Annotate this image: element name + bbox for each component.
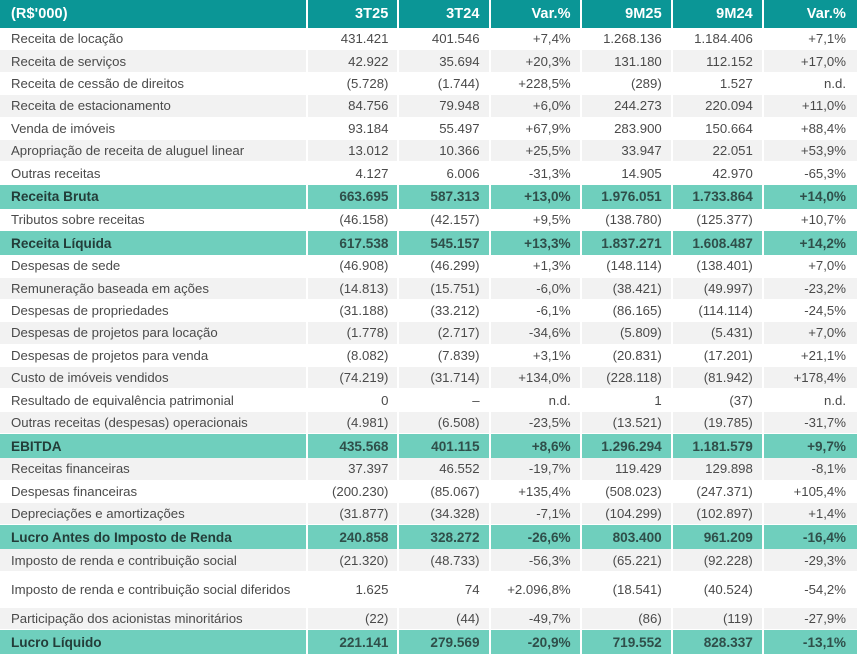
row-value: (18.541) bbox=[582, 572, 673, 608]
table-row-subtotal bbox=[0, 185, 857, 209]
row-value: – bbox=[399, 389, 490, 411]
row-value: (40.524) bbox=[673, 572, 764, 608]
row-value: (2.717) bbox=[399, 322, 490, 344]
column-header-var-ytd: Var.% bbox=[764, 0, 857, 28]
table-row-subtotal bbox=[0, 434, 857, 458]
row-label: Receita de cessão de direitos bbox=[0, 73, 308, 95]
row-value: +228,5% bbox=[491, 73, 582, 95]
row-value: (74.219) bbox=[308, 367, 399, 389]
row-value: (200.230) bbox=[308, 481, 399, 503]
row-label: Tributos sobre receitas bbox=[0, 209, 308, 231]
row-value: 55.497 bbox=[399, 118, 490, 140]
row-value: 10.366 bbox=[399, 140, 490, 162]
row-value: (138.401) bbox=[673, 255, 764, 277]
row-value: (17.201) bbox=[673, 345, 764, 367]
row-value: (81.942) bbox=[673, 367, 764, 389]
row-label: Participação dos acionistas minoritários bbox=[0, 608, 308, 630]
row-value: 22.051 bbox=[673, 140, 764, 162]
row-value: +7,0% bbox=[764, 255, 857, 277]
row-label: Receita de estacionamento bbox=[0, 95, 308, 117]
row-value: (1.744) bbox=[399, 73, 490, 95]
row-value: -49,7% bbox=[491, 608, 582, 630]
row-label: Despesas financeiras bbox=[0, 481, 308, 503]
row-label: Depreciações e amortizações bbox=[0, 503, 308, 525]
row-value: (6.508) bbox=[399, 412, 490, 434]
row-value: n.d. bbox=[491, 389, 582, 411]
row-value: n.d. bbox=[764, 73, 857, 95]
row-value: (289) bbox=[582, 73, 673, 95]
row-value: 1.625 bbox=[308, 572, 399, 608]
row-value: -34,6% bbox=[491, 322, 582, 344]
row-value: 617.538 bbox=[308, 231, 399, 255]
row-value: +9,5% bbox=[491, 209, 582, 231]
table-row bbox=[0, 549, 857, 571]
row-value: +178,4% bbox=[764, 367, 857, 389]
row-value: +17,0% bbox=[764, 50, 857, 72]
table-row bbox=[0, 458, 857, 480]
row-value: +67,9% bbox=[491, 118, 582, 140]
row-value: +14,0% bbox=[764, 185, 857, 209]
row-value: (86) bbox=[582, 608, 673, 630]
row-label: Apropriação de receita de aluguel linear bbox=[0, 140, 308, 162]
row-value: (104.299) bbox=[582, 503, 673, 525]
row-value: 112.152 bbox=[673, 50, 764, 72]
row-value: (37) bbox=[673, 389, 764, 411]
row-value: 1.181.579 bbox=[673, 434, 764, 458]
row-value: 401.115 bbox=[399, 434, 490, 458]
row-value: 240.858 bbox=[308, 525, 399, 549]
row-value: +53,9% bbox=[764, 140, 857, 162]
row-value: +134,0% bbox=[491, 367, 582, 389]
row-value: 663.695 bbox=[308, 185, 399, 209]
row-value: -56,3% bbox=[491, 549, 582, 571]
row-value: n.d. bbox=[764, 389, 857, 411]
row-label: Lucro Líquido bbox=[0, 630, 308, 654]
row-value: (46.299) bbox=[399, 255, 490, 277]
table-row bbox=[0, 50, 857, 72]
table-row bbox=[0, 481, 857, 503]
row-value: (5.431) bbox=[673, 322, 764, 344]
row-value: 13.012 bbox=[308, 140, 399, 162]
row-value: 719.552 bbox=[582, 630, 673, 654]
table-body bbox=[0, 28, 857, 654]
row-value: -24,5% bbox=[764, 300, 857, 322]
row-value: -13,1% bbox=[764, 630, 857, 654]
row-value: 33.947 bbox=[582, 140, 673, 162]
row-value: (31.714) bbox=[399, 367, 490, 389]
row-value: +3,1% bbox=[491, 345, 582, 367]
row-value: +25,5% bbox=[491, 140, 582, 162]
row-value: 220.094 bbox=[673, 95, 764, 117]
table-row bbox=[0, 572, 857, 608]
column-header-9m25: 9M25 bbox=[582, 0, 673, 28]
row-value: (5.728) bbox=[308, 73, 399, 95]
column-header-unit: (R$'000) bbox=[0, 0, 308, 28]
table-row-subtotal bbox=[0, 231, 857, 255]
row-value: (102.897) bbox=[673, 503, 764, 525]
row-value: 6.006 bbox=[399, 162, 490, 184]
row-value: 131.180 bbox=[582, 50, 673, 72]
table-row bbox=[0, 118, 857, 140]
row-value: 46.552 bbox=[399, 458, 490, 480]
row-value: -31,3% bbox=[491, 162, 582, 184]
table-row bbox=[0, 322, 857, 344]
row-value: 119.429 bbox=[582, 458, 673, 480]
row-value: +7,1% bbox=[764, 28, 857, 50]
row-value: +2.096,8% bbox=[491, 572, 582, 608]
row-value: (19.785) bbox=[673, 412, 764, 434]
row-value: (138.780) bbox=[582, 209, 673, 231]
row-value: -54,2% bbox=[764, 572, 857, 608]
table-row bbox=[0, 300, 857, 322]
row-value: (4.981) bbox=[308, 412, 399, 434]
row-label: Imposto de renda e contribuição social bbox=[0, 549, 308, 571]
row-value: +9,7% bbox=[764, 434, 857, 458]
row-value: 1 bbox=[582, 389, 673, 411]
row-value: 587.313 bbox=[399, 185, 490, 209]
row-value: (46.158) bbox=[308, 209, 399, 231]
row-value: (148.114) bbox=[582, 255, 673, 277]
row-label: Despesas de sede bbox=[0, 255, 308, 277]
table-row bbox=[0, 95, 857, 117]
row-value: (228.118) bbox=[582, 367, 673, 389]
row-label: Outras receitas (despesas) operacionais bbox=[0, 412, 308, 434]
row-value: (31.188) bbox=[308, 300, 399, 322]
row-value: (508.023) bbox=[582, 481, 673, 503]
row-value: (31.877) bbox=[308, 503, 399, 525]
row-value: 0 bbox=[308, 389, 399, 411]
row-value: (125.377) bbox=[673, 209, 764, 231]
row-value: 84.756 bbox=[308, 95, 399, 117]
row-value: (15.751) bbox=[399, 278, 490, 300]
row-value: -20,9% bbox=[491, 630, 582, 654]
row-value: 14.905 bbox=[582, 162, 673, 184]
row-value: (38.421) bbox=[582, 278, 673, 300]
row-value: 283.900 bbox=[582, 118, 673, 140]
row-value: 74 bbox=[399, 572, 490, 608]
row-value: (92.228) bbox=[673, 549, 764, 571]
row-value: 431.421 bbox=[308, 28, 399, 50]
row-value: (85.067) bbox=[399, 481, 490, 503]
row-value: +10,7% bbox=[764, 209, 857, 231]
row-label: Lucro Antes do Imposto de Renda bbox=[0, 525, 308, 549]
row-value: 35.694 bbox=[399, 50, 490, 72]
table-header bbox=[0, 0, 857, 28]
row-value: -29,3% bbox=[764, 549, 857, 571]
row-value: 221.141 bbox=[308, 630, 399, 654]
table-row bbox=[0, 345, 857, 367]
row-value: -6,1% bbox=[491, 300, 582, 322]
row-value: +105,4% bbox=[764, 481, 857, 503]
row-label: Receita de serviços bbox=[0, 50, 308, 72]
table-row bbox=[0, 255, 857, 277]
column-header-9m24: 9M24 bbox=[673, 0, 764, 28]
row-value: +21,1% bbox=[764, 345, 857, 367]
row-value: (14.813) bbox=[308, 278, 399, 300]
row-value: -26,6% bbox=[491, 525, 582, 549]
row-value: 961.209 bbox=[673, 525, 764, 549]
row-value: -31,7% bbox=[764, 412, 857, 434]
row-value: 150.664 bbox=[673, 118, 764, 140]
row-value: +13,0% bbox=[491, 185, 582, 209]
row-value: +20,3% bbox=[491, 50, 582, 72]
row-label: Imposto de renda e contribuição social diferidos bbox=[0, 572, 308, 608]
row-value: (5.809) bbox=[582, 322, 673, 344]
row-value: (65.221) bbox=[582, 549, 673, 571]
row-label: Receita Bruta bbox=[0, 185, 308, 209]
row-value: +6,0% bbox=[491, 95, 582, 117]
row-value: 4.127 bbox=[308, 162, 399, 184]
row-value: (13.521) bbox=[582, 412, 673, 434]
table-row bbox=[0, 73, 857, 95]
row-value: +1,4% bbox=[764, 503, 857, 525]
row-value: +11,0% bbox=[764, 95, 857, 117]
row-value: (114.114) bbox=[673, 300, 764, 322]
row-value: (46.908) bbox=[308, 255, 399, 277]
row-value: 401.546 bbox=[399, 28, 490, 50]
table-row-subtotal bbox=[0, 525, 857, 549]
row-value: -65,3% bbox=[764, 162, 857, 184]
row-value: 79.948 bbox=[399, 95, 490, 117]
row-value: -23,2% bbox=[764, 278, 857, 300]
row-value: (8.082) bbox=[308, 345, 399, 367]
row-value: (86.165) bbox=[582, 300, 673, 322]
row-value: 42.970 bbox=[673, 162, 764, 184]
row-value: 1.733.864 bbox=[673, 185, 764, 209]
row-label: Resultado de equivalência patrimonial bbox=[0, 389, 308, 411]
row-label: Receitas financeiras bbox=[0, 458, 308, 480]
row-value: 328.272 bbox=[399, 525, 490, 549]
row-value: -16,4% bbox=[764, 525, 857, 549]
row-value: -23,5% bbox=[491, 412, 582, 434]
row-value: (1.778) bbox=[308, 322, 399, 344]
row-value: 129.898 bbox=[673, 458, 764, 480]
table-row bbox=[0, 367, 857, 389]
row-value: -6,0% bbox=[491, 278, 582, 300]
row-value: (119) bbox=[673, 608, 764, 630]
row-value: (42.157) bbox=[399, 209, 490, 231]
column-header-3t24: 3T24 bbox=[399, 0, 490, 28]
row-value: (44) bbox=[399, 608, 490, 630]
row-value: (33.212) bbox=[399, 300, 490, 322]
row-value: 244.273 bbox=[582, 95, 673, 117]
row-value: (48.733) bbox=[399, 549, 490, 571]
column-header-var-quarter: Var.% bbox=[491, 0, 582, 28]
row-label: Despesas de projetos para locação bbox=[0, 322, 308, 344]
table-row bbox=[0, 412, 857, 434]
row-label: Receita Líquida bbox=[0, 231, 308, 255]
row-value: +14,2% bbox=[764, 231, 857, 255]
table-row-subtotal bbox=[0, 630, 857, 654]
row-value: 1.184.406 bbox=[673, 28, 764, 50]
row-label: Despesas de propriedades bbox=[0, 300, 308, 322]
row-value: (247.371) bbox=[673, 481, 764, 503]
row-value: +135,4% bbox=[491, 481, 582, 503]
row-value: 1.608.487 bbox=[673, 231, 764, 255]
row-label: Outras receitas bbox=[0, 162, 308, 184]
row-value: (7.839) bbox=[399, 345, 490, 367]
row-value: (34.328) bbox=[399, 503, 490, 525]
row-label: Despesas de projetos para venda bbox=[0, 345, 308, 367]
row-value: -27,9% bbox=[764, 608, 857, 630]
table-header-row bbox=[0, 0, 857, 28]
row-value: 93.184 bbox=[308, 118, 399, 140]
row-value: 828.337 bbox=[673, 630, 764, 654]
table-row bbox=[0, 140, 857, 162]
table-row bbox=[0, 278, 857, 300]
table-row bbox=[0, 503, 857, 525]
table-row bbox=[0, 389, 857, 411]
row-value: (49.997) bbox=[673, 278, 764, 300]
table-row bbox=[0, 28, 857, 50]
row-value: -19,7% bbox=[491, 458, 582, 480]
row-value: 803.400 bbox=[582, 525, 673, 549]
table-row bbox=[0, 162, 857, 184]
row-value: 1.837.271 bbox=[582, 231, 673, 255]
row-value: 279.569 bbox=[399, 630, 490, 654]
row-value: +8,6% bbox=[491, 434, 582, 458]
table-row bbox=[0, 209, 857, 231]
row-value: 37.397 bbox=[308, 458, 399, 480]
row-value: (20.831) bbox=[582, 345, 673, 367]
row-label: Venda de imóveis bbox=[0, 118, 308, 140]
row-value: -7,1% bbox=[491, 503, 582, 525]
row-value: 1.296.294 bbox=[582, 434, 673, 458]
row-value: +88,4% bbox=[764, 118, 857, 140]
row-label: Custo de imóveis vendidos bbox=[0, 367, 308, 389]
row-label: Receita de locação bbox=[0, 28, 308, 50]
column-header-3t25: 3T25 bbox=[308, 0, 399, 28]
row-value: 1.976.051 bbox=[582, 185, 673, 209]
row-value: (21.320) bbox=[308, 549, 399, 571]
row-label: Remuneração baseada em ações bbox=[0, 278, 308, 300]
row-value: +1,3% bbox=[491, 255, 582, 277]
row-value: 1.527 bbox=[673, 73, 764, 95]
row-value: (22) bbox=[308, 608, 399, 630]
row-value: 435.568 bbox=[308, 434, 399, 458]
row-value: +7,4% bbox=[491, 28, 582, 50]
row-value: +13,3% bbox=[491, 231, 582, 255]
row-value: -8,1% bbox=[764, 458, 857, 480]
row-value: 42.922 bbox=[308, 50, 399, 72]
row-value: 1.268.136 bbox=[582, 28, 673, 50]
row-label: EBITDA bbox=[0, 434, 308, 458]
row-value: +7,0% bbox=[764, 322, 857, 344]
row-value: 545.157 bbox=[399, 231, 490, 255]
